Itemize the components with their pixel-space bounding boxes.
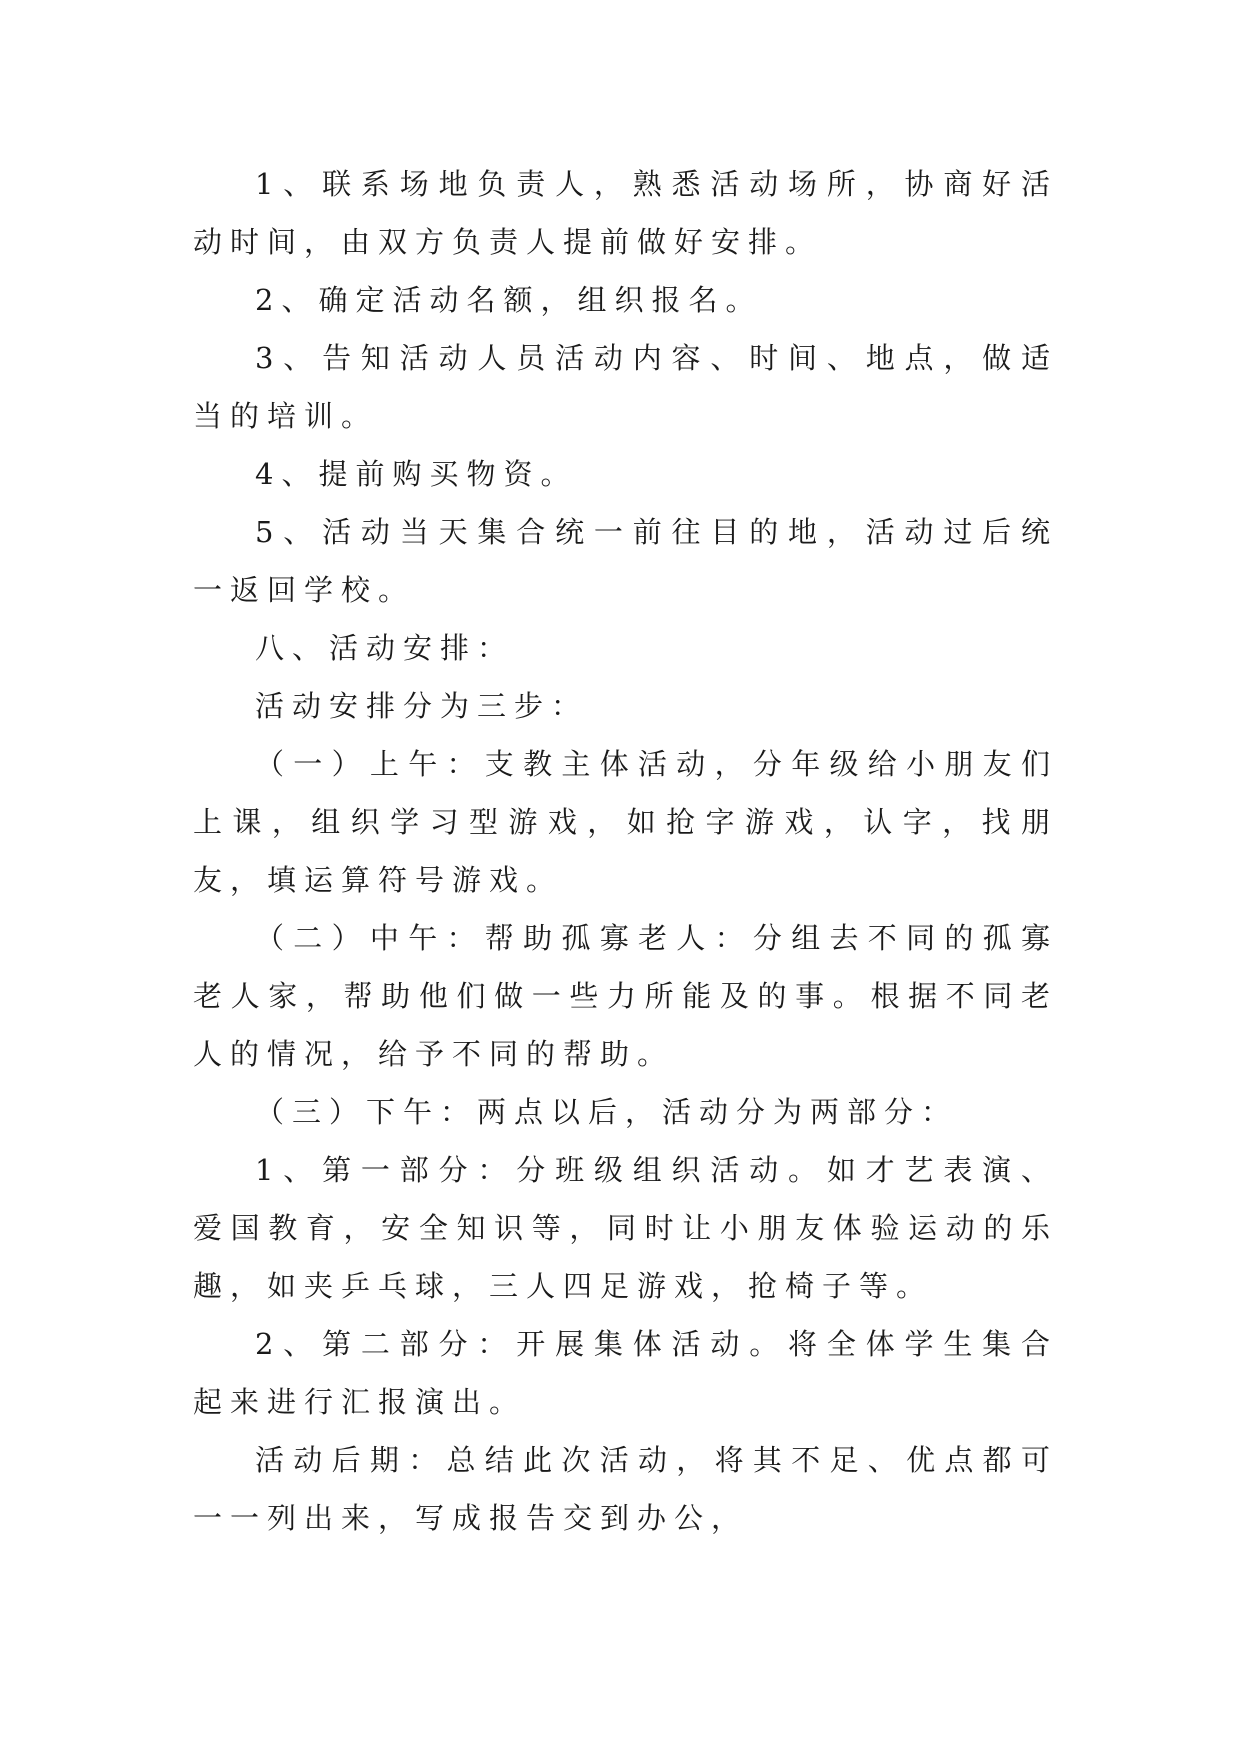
section-heading-arrangement: 八、活动安排：: [255, 631, 515, 665]
paragraph-afternoon-part-2: 2、第二部分：开展集体活动。将全体学生集合起来进行汇报演出。: [193, 1327, 1058, 1419]
paragraph-prep-2: 2、确定活动名额，组织报名。: [255, 283, 763, 317]
paragraph-prep-1: 1、联系场地负责人，熟悉活动场所，协商好活动时间，由双方负责人提前做好安排。: [193, 167, 1058, 259]
document-page: [193, 155, 1058, 1547]
paragraph-afternoon-part-1: 1、第一部分：分班级组织活动。如才艺表演、爱国教育，安全知识等，同时让小朋友体验运动的乐趣，如夹乒乓球，三人四足游戏，抢椅子等。: [193, 1153, 1058, 1303]
paragraph-prep-4: 4、提前购买物资。: [255, 457, 578, 491]
paragraph-prep-5: 5、活动当天集合统一前往目的地，活动过后统一返回学校。: [193, 515, 1058, 607]
paragraph-prep-3: 3、告知活动人员活动内容、时间、地点，做适当的培训。: [193, 341, 1058, 433]
paragraph-morning: （一）上午：支教主体活动，分年级给小朋友们上课，组织学习型游戏，如抢字游戏，认字，找朋友，填运算符号游戏。: [193, 747, 1058, 897]
paragraph-noon: （二）中午：帮助孤寡老人：分组去不同的孤寡老人家，帮助他们做一些力所能及的事。根据不同老人的情况，给予不同的帮助。: [193, 921, 1058, 1071]
paragraph-post-activity: 活动后期：总结此次活动，将其不足、优点都可一一列出来，写成报告交到办公，: [193, 1443, 1058, 1535]
paragraph-arrangement-intro: 活动安排分为三步：: [255, 689, 589, 723]
paragraph-afternoon: （三）下午：两点以后，活动分为两部分：: [255, 1095, 959, 1129]
